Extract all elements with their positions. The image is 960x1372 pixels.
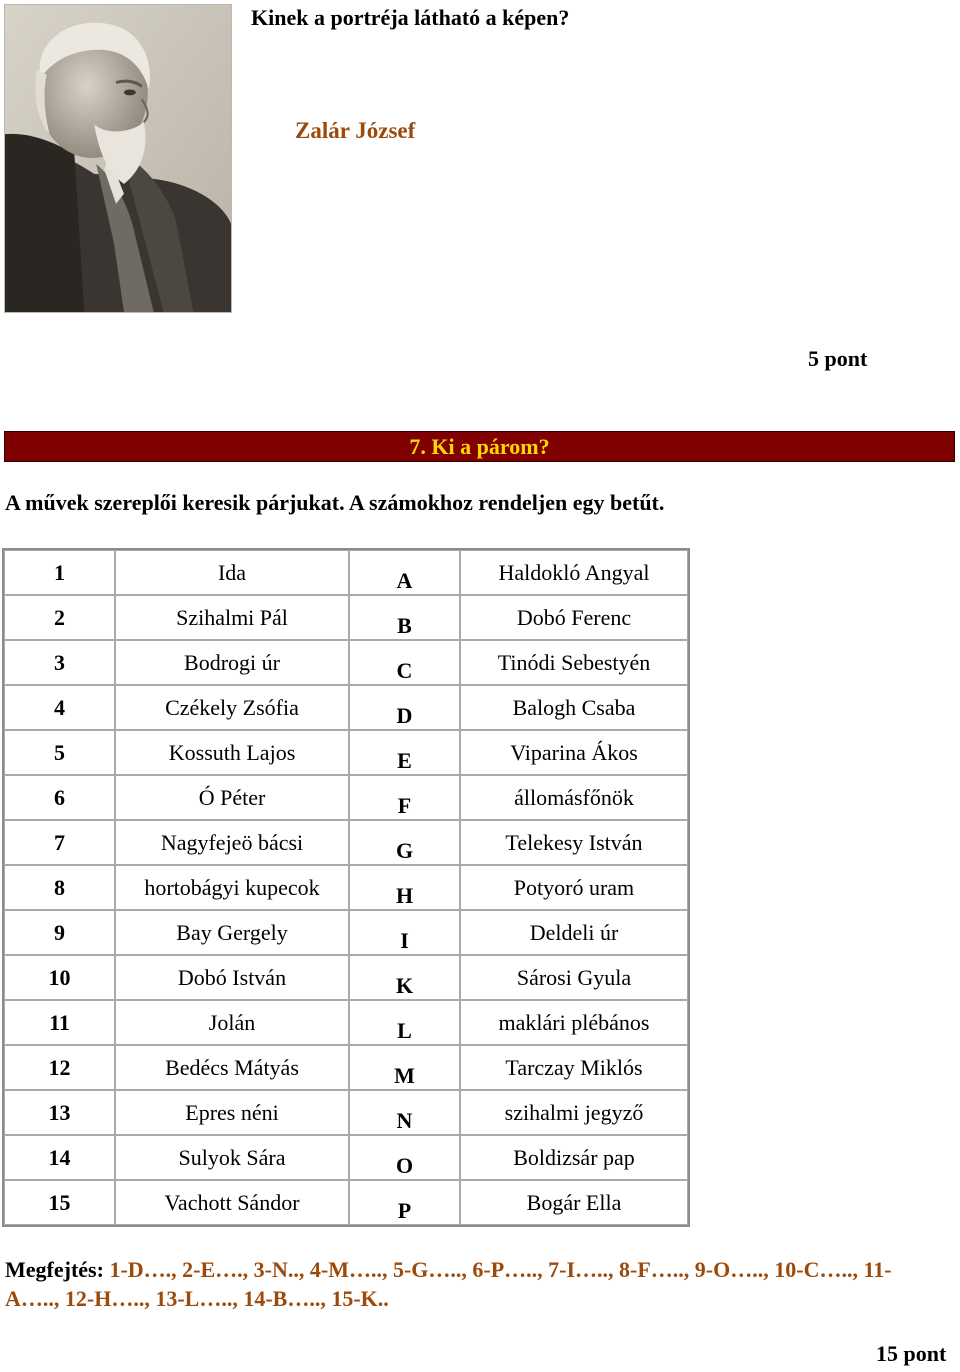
role-name: maklári plébános [460,1000,688,1045]
row-number: 13 [4,1090,115,1135]
table-row [4,955,688,1000]
row-number: 2 [4,595,115,640]
row-letter: K [349,955,460,1000]
portrait-photo [4,4,232,313]
row-letter: F [349,775,460,820]
row-number: 5 [4,730,115,775]
table-row [4,910,688,955]
role-name: Tarczay Miklós [460,1045,688,1090]
row-letter: A [349,550,460,595]
character-name: hortobágyi kupecok [115,865,349,910]
role-name: Telekesy István [460,820,688,865]
solution-label: Megfejtés: [5,1257,104,1282]
row-letter: H [349,865,460,910]
table-row [4,865,688,910]
row-number: 14 [4,1135,115,1180]
character-name: Sulyok Sára [115,1135,349,1180]
matching-table [2,548,690,1227]
row-letter: G [349,820,460,865]
row-letter: N [349,1090,460,1135]
character-name: Dobó István [115,955,349,1000]
role-name: Haldokló Angyal [460,550,688,595]
role-name: Balogh Csaba [460,685,688,730]
character-name: Ida [115,550,349,595]
row-number: 10 [4,955,115,1000]
character-name: Bedécs Mátyás [115,1045,349,1090]
points-label: 5 pont [808,346,868,371]
role-name: Bogár Ella [460,1180,688,1225]
table-row [4,775,688,820]
role-name: Viparina Ákos [460,730,688,775]
role-name: Deldeli úr [460,910,688,955]
character-name: Jolán [115,1000,349,1045]
character-name: Ó Péter [115,775,349,820]
row-number: 8 [4,865,115,910]
instruction-text: A művek szereplői keresik párjukat. A számokhoz rendeljen egy betűt. [5,490,665,515]
row-letter: C [349,640,460,685]
table-row [4,1135,688,1180]
solution-text [5,1255,935,1313]
character-name: Bodrogi úr [115,640,349,685]
row-letter: I [349,910,460,955]
question-text: Kinek a portréja látható a képen? [251,5,570,30]
row-number: 9 [4,910,115,955]
character-name: Szihalmi Pál [115,595,349,640]
character-name: Nagyfejeö bácsi [115,820,349,865]
role-name: Tinódi Sebestyén [460,640,688,685]
matching-table-body [4,550,688,1225]
row-number: 12 [4,1045,115,1090]
section-title: 7. Ki a párom? [409,434,550,459]
table-row [4,1090,688,1135]
role-name: Dobó Ferenc [460,595,688,640]
total-points-label: 15 pont [876,1341,947,1366]
row-number: 7 [4,820,115,865]
role-name: Sárosi Gyula [460,955,688,1000]
row-letter: O [349,1135,460,1180]
row-number: 15 [4,1180,115,1225]
table-row [4,1000,688,1045]
role-name: szihalmi jegyző [460,1090,688,1135]
character-name: Vachott Sándor [115,1180,349,1225]
row-letter: B [349,595,460,640]
row-letter: D [349,685,460,730]
table-row [4,1180,688,1225]
row-letter: P [349,1180,460,1225]
table-row [4,820,688,865]
character-name: Epres néni [115,1090,349,1135]
answer-text: Zalár József [295,118,416,143]
row-letter: M [349,1045,460,1090]
role-name: állomásfőnök [460,775,688,820]
table-row [4,730,688,775]
character-name: Kossuth Lajos [115,730,349,775]
row-number: 4 [4,685,115,730]
table-row [4,685,688,730]
table-row [4,640,688,685]
table-row [4,550,688,595]
table-row [4,1045,688,1090]
table-row [4,595,688,640]
character-name: Bay Gergely [115,910,349,955]
row-number: 3 [4,640,115,685]
row-number: 1 [4,550,115,595]
role-name: Boldizsár pap [460,1135,688,1180]
section-banner [4,431,955,462]
row-letter: E [349,730,460,775]
role-name: Potyoró uram [460,865,688,910]
row-number: 6 [4,775,115,820]
row-letter: L [349,1000,460,1045]
row-number: 11 [4,1000,115,1045]
solution-values: 1-D…., 2-E…., 3-N.., 4-M….., 5-G….., 6-P….., 7-I….., 8-F….., 9-O….., 10-C….., 11- A….., 12-H….., 13-L….., 14-B….., 15-K.. [5,1257,892,1311]
character-name: Czékely Zsófia [115,685,349,730]
